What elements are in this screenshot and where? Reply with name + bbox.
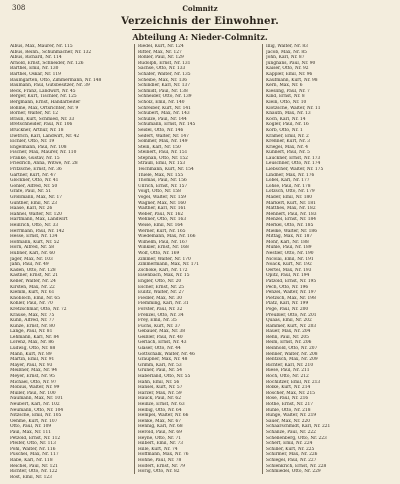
resident-entry: Weber, Paul, Nr. 162 [138, 211, 184, 217]
resident-entry: Zimmermann, Max, Nr. 171 [138, 262, 200, 268]
resident-entry: Junghans, Paul, Nr. 90 [266, 60, 316, 66]
resident-entry: Runge, Walter, Nr. 219 [266, 413, 317, 419]
resident-entry: Meyer, Ernst, Nr. 95 [10, 374, 55, 380]
resident-entry: Rochlitzer, Emil, Nr. 213 [266, 379, 321, 385]
resident-column-2 [138, 44, 262, 475]
resident-entry: Gläser, Otto, Nr. 44 [138, 346, 181, 352]
resident-entry: Kaiser, Otto, Nr. 92 [266, 66, 309, 72]
resident-entry: Hempel, Walter, Nr. 66 [138, 413, 189, 419]
resident-entry: Nicolai, Emil, Nr. 191 [266, 256, 314, 262]
resident-entry: Pohl, Walter, Nr. 116 [10, 446, 56, 452]
resident-entry: Otto, Paul, Nr. 109 [10, 424, 52, 430]
resident-entry: Matthes, Max, Nr. 182 [266, 206, 316, 212]
resident-entry: Neubert, Karl, Nr. 102 [10, 402, 60, 407]
resident-entry: Preußler, Otto, Nr. 201 [266, 312, 317, 318]
resident-entry: Dietrich, Karl, Landwirt, Nr. 42 [10, 133, 80, 139]
resident-entry: Ritter, Max, Nr. 127 [138, 49, 182, 55]
resident-entry: Seifert, Walter, Nr. 147 [138, 133, 189, 139]
resident-entry: Rammer, Kurt, Nr. 203 [266, 323, 317, 329]
resident-entry: Kind, Ernst, Nr. 8 [266, 94, 305, 100]
resident-entry: Mittag, Max, Nr. 187 [266, 234, 313, 240]
resident-entry: Engler, Otto, Nr. 20 [138, 278, 182, 284]
resident-entry: Böhme, Max, Ortsrichter, Nr. 9 [10, 105, 79, 111]
resident-entry: Förster, Paul, Nr. 32 [138, 306, 183, 312]
resident-entry: Fritzsche, Ernst, Nr. 36 [10, 167, 62, 173]
resident-entry: Hübner, Karl, Nr. 60 [10, 250, 55, 256]
resident-column-1 [10, 44, 134, 480]
resident-entry: Kästner, Ernst, Nr. 21 [10, 273, 59, 279]
resident-entry: Riese, Paul, Nr. 211 [266, 368, 310, 374]
resident-entry: Kretzschmar, Otto, Nr. 72 [10, 306, 67, 312]
resident-entry: Knobloch, Emil, Nr. 65 [10, 295, 60, 301]
resident-entry: Rothe, Ernst, Nr. 217 [266, 402, 313, 407]
resident-entry: Gebauer, Max, Nr. 38 [138, 329, 186, 335]
resident-entry: Flemming, Karl, Nr. 31 [138, 301, 189, 307]
resident-entry: Schreiber, Kurt, Nr. 141 [138, 105, 191, 111]
resident-entry: Penzel, Walter, Nr. 197 [266, 290, 317, 296]
page-title: Verzeichnis der Einwohner. [121, 16, 279, 27]
resident-entry: Schmiedel, Otto, Nr. 229 [266, 469, 321, 475]
resident-entry: Koch, Karl, Nr. 14 [266, 116, 306, 122]
resident-entry: Winkler, Ernst, Nr. 168 [138, 245, 189, 251]
resident-entry: Schiller, Kurt, Nr. 225 [266, 446, 315, 452]
resident-entry: Kappler, Emil, Nr. 96 [266, 71, 313, 77]
resident-entry: Zschoke, Karl, Nr. 172 [138, 267, 188, 273]
resident-entry: Zimmer, Walter, Nr. 170 [138, 256, 191, 262]
resident-entry: Mielke, Walter, Nr. 186 [266, 228, 317, 234]
resident-entry: Lindner, Max, Nr. 176 [266, 172, 315, 178]
resident-entry: Jahn, Paul, Nr. 49 [10, 262, 49, 268]
resident-entry: John, Karl, Nr. 87 [266, 55, 305, 61]
resident-entry: Haberland, Otto, Nr. 55 [138, 374, 191, 380]
resident-entry: Hahn, Emil, Nr. 56 [138, 379, 180, 385]
column-divider [262, 44, 263, 474]
resident-entry: Eisenbach, Max, Nr. 15 [138, 273, 190, 279]
resident-entry: Nestler, Otto, Nr. 190 [266, 250, 314, 256]
resident-entry: Sachse, Otto, Nr. 133 [138, 66, 186, 72]
resident-entry: Schäfer, Walter, Nr. 135 [138, 71, 191, 77]
resident-entry: Franke, Gustav, Nr. 15 [10, 155, 60, 161]
column-divider [134, 44, 135, 474]
resident-entry: Baumgarten, Otto, Zimmermann, Nr. 148 [10, 77, 102, 83]
resident-entry: Großmann, Max, Nr. 17 [10, 195, 63, 201]
resident-entry: Fiedler, Max, Nr. 30 [138, 295, 183, 301]
resident-entry: Leuschner, Otto, Nr. 174 [266, 161, 321, 167]
resident-entry: Sauer, Max, Nr. 220 [266, 418, 310, 424]
resident-entry: Richter, Karl, Nr. 210 [266, 362, 314, 368]
resident-entry: Scheibe, Max, Nr. 136 [138, 77, 187, 83]
resident-entry: Strauß, Emil, Nr. 153 [138, 161, 186, 167]
resident-entry: Helbig, Otto, Nr. 64 [138, 407, 182, 413]
resident-entry: Hauck, Paul, Nr. 62 [138, 396, 181, 402]
resident-entry: Petzold, Ernst, Nr. 112 [10, 435, 61, 441]
resident-entry: Scherf, Emil, Nr. 224 [266, 441, 313, 447]
resident-entry: Kramer, Emil, Nr. 2 [266, 133, 309, 139]
resident-entry: Göhler, Alfred, Nr. 50 [10, 183, 58, 189]
resident-entry: Ullrich, Ernst, Nr. 157 [138, 183, 188, 189]
resident-entry: Richter, Otto, Nr. 122 [10, 469, 58, 475]
resident-entry: Riedel, Kurt, Nr. 124 [138, 44, 184, 49]
resident-entry: Schindler, Karl, Nr. 137 [138, 83, 191, 89]
resident-entry: Hörig, Otto, Nr. 82 [138, 469, 180, 475]
resident-entry: Gärtner, Kurt, Nr. 47 [10, 172, 56, 178]
section-subtitle: Abteilung A: Nieder-Colmnitz. [132, 32, 268, 42]
resident-entry: Harzer, Max, Nr. 59 [138, 390, 182, 396]
resident-entry: Quaas, Emil, Nr. 202 [266, 318, 312, 324]
resident-entry: Graupner, Max, Nr. 48 [138, 357, 188, 363]
resident-entry: Stein, Karl, Nr. 150 [138, 144, 181, 150]
resident-entry: Heinrich, Otto, Nr. 33 [10, 223, 59, 228]
resident-entry: Hänsel, Kurt, Nr. 57 [138, 385, 183, 391]
resident-entry: Reim, Ernst, Nr. 206 [266, 340, 312, 346]
resident-entry: Hähnel, Walter, Nr. 120 [10, 211, 62, 217]
resident-entry: Walther, Karl, Nr. 161 [138, 206, 187, 212]
resident-entry: Jäger, Max, Nr. 103 [10, 256, 53, 262]
resident-entry: Hesse, Ernst, Nr. 134 [10, 234, 58, 240]
resident-entry: Frenzel, Otto, Nr. 34 [138, 312, 184, 318]
resident-entry: Rauer, Max, Nr. 204 [266, 329, 311, 335]
resident-entry: Kiesling, Paul, Nr. 7 [266, 88, 310, 94]
resident-entry: Albus, Richard, Nr. 114 [10, 55, 62, 61]
resident-entry: Schirmer, Max, Nr. 226 [266, 452, 318, 458]
resident-entry: Meißner, Max, Nr. 94 [10, 368, 57, 374]
resident-entry: Lorenz, Max, Nr. 86 [10, 340, 54, 346]
resident-entry: Schlenkrich, Ernst, Nr. 228 [266, 463, 327, 469]
resident-entry: Bergmann, Ernst, Handarbeiter [10, 99, 81, 105]
resident-entry: Albus, Max, Maurer, Nr. 115 [10, 44, 73, 49]
resident-entry: Gerlach, Ernst, Nr. 43 [138, 340, 187, 346]
resident-entry: Jacob, Max, Nr. 85 [266, 49, 307, 55]
resident-entry: Möbius, Walter, Nr. 99 [10, 385, 60, 391]
resident-entry: Voigt, Otto, Nr. 158 [138, 189, 181, 195]
resident-entry: Rudolph, Ernst, Nr. 131 [138, 60, 191, 66]
resident-entry: Pietzsch, Max, Nr. 198 [266, 295, 316, 301]
resident-entry: Hilbert, Emil, Nr. 73 [138, 441, 184, 447]
resident-entry: Beck, Franz, Landwirt, Nr. 45 [10, 88, 76, 94]
resident-entry: Lehmann, Karl, Nr. 84 [10, 334, 60, 340]
resident-entry: Pech, Otto, Nr. 196 [266, 284, 309, 290]
resident-entry: Kuhnert, Paul, Nr. 5 [266, 150, 310, 156]
resident-entry: Hennig, Karl, Nr. 68 [138, 424, 183, 430]
resident-entry: Gruner, Paul, Nr. 54 [138, 368, 183, 374]
resident-entry: Noack, Kurt, Nr. 192 [266, 262, 312, 268]
resident-entry: Illig, Walter, Nr. 83 [266, 44, 308, 49]
resident-entry: Schubert, Max, Nr. 143 [138, 111, 190, 117]
resident-entry: Mann, Kurt, Nr. 89 [10, 351, 52, 357]
resident-entry: Gottschalk, Walter, Nr. 46 [138, 351, 195, 357]
resident-entry: Knauth, Max, Nr. 13 [266, 111, 311, 117]
resident-entry: Teichmann, Kurt, Nr. 154 [138, 167, 194, 173]
resident-entry: Herold, Paul, Nr. 69 [138, 429, 182, 435]
resident-entry: Wagner, Max, Nr. 160 [138, 200, 186, 206]
resident-entry: Liebscher, Walter, Nr. 175 [266, 167, 324, 173]
resident-entry: Fuchs, Kurt, Nr. 37 [138, 323, 181, 329]
resident-entry: Schumann, Ernst, Nr. 145 [138, 122, 196, 128]
resident-entry: Steinert, Paul, Nr. 151 [138, 150, 188, 156]
resident-entry: Rost, Emil, Nr. 123 [10, 474, 52, 480]
running-title: Colmnitz [182, 4, 218, 13]
resident-entry: Glöckner, Otto, Nr. 41 [10, 178, 59, 184]
resident-entry: Paul, Max, Nr. 111 [10, 429, 51, 435]
resident-entry: Kunze, Ernst, Nr. 80 [10, 323, 55, 329]
resident-entry: Reichel, Paul, Nr. 121 [10, 463, 58, 469]
resident-entry: Opitz, Paul, Nr. 194 [266, 273, 310, 279]
resident-entry: Reinhold, Otto, Nr. 207 [266, 346, 318, 352]
resident-entry: Kreßner, Kurt, Nr. 3 [266, 139, 310, 145]
resident-entry: Schulze, Paul, Nr. 144 [138, 116, 187, 122]
resident-entry: Höhne, Paul, Nr. 78 [138, 457, 182, 463]
resident-entry: Pätzold, Ernst, Nr. 195 [266, 278, 317, 284]
resident-entry: Röscher, Max, Nr. 215 [266, 390, 315, 396]
resident-entry: Korb, Otto, Nr. 1 [266, 127, 303, 133]
resident-entry: Mühle, Paul, Nr. 189 [266, 245, 312, 251]
resident-entry: Rößler, Paul, Nr. 129 [138, 55, 184, 61]
resident-entry: Merkel, Otto, Nr. 185 [266, 223, 314, 228]
resident-entry: Brückner, Arthur, Nr. 18 [10, 127, 64, 133]
resident-entry: Werner, Kurt, Nr. 165 [138, 228, 186, 234]
resident-entry: Löbel, Karl, Nr. 177 [266, 178, 310, 184]
resident-entry: Keller, Walter, Nr. 24 [10, 278, 56, 284]
resident-entry: Hoffmann, Max, Nr. 76 [138, 452, 189, 458]
resident-entry: Berger, Kurt, Tischler, Nr. 125 [10, 94, 77, 100]
resident-entry: Krause, Max, Nr. 75 [10, 312, 55, 318]
resident-entry: Eulitz, Walter, Nr. 27 [138, 290, 184, 296]
resident-entry: Renner, Walter, Nr. 208 [266, 351, 318, 357]
resident-entry: Kaufmann, Kurt, Nr. 98 [266, 77, 318, 83]
resident-entry: Sommer, Max, Nr. 149 [138, 139, 188, 145]
resident-entry: Klemm, Kurt, Nr. 61 [10, 290, 55, 296]
resident-entry: Lauckner, Ernst, Nr. 173 [266, 155, 321, 161]
resident-entry: Schanze, Paul, Nr. 222 [266, 429, 316, 435]
resident-entry: Nitzsche, Emil, Nr. 105 [10, 413, 62, 419]
resident-entry: Schneider, Otto, Nr. 139 [138, 94, 192, 100]
resident-entry: Kühn, Alfred, Nr. 77 [10, 318, 55, 324]
resident-entry: Barthel, Emil, Nr. 130 [10, 66, 59, 72]
resident-entry: Albus, Reinh., Schuhmacher, Nr. 132 [10, 49, 92, 55]
resident-entry: Lötzsch, Otto, Nr. 179 [266, 189, 315, 195]
resident-entry: Horn, Alfred, Nr. 58 [10, 245, 55, 251]
resident-entry: Baumann, Paul, Gutsbesitzer, Nr. 39 [10, 83, 90, 89]
resident-entry: Schellenberg, Otto, Nr. 223 [266, 435, 327, 441]
resident-entry: Markert, Kurt, Nr. 181 [266, 200, 316, 206]
resident-entry: Friedrich, Anna, Witwe, Nr. 28 [10, 161, 78, 167]
resident-entry: Weise, Emil, Nr. 164 [138, 223, 183, 228]
resident-entry: Grimm, Karl, Nr. 53 [138, 362, 182, 368]
resident-entry: Rose, Paul, Nr. 216 [266, 396, 309, 402]
resident-entry: Scholz, Emil, Nr. 140 [138, 99, 185, 105]
resident-entry: Börner, Walter, Nr. 12 [10, 111, 59, 117]
resident-entry: Hartmann, Max, Landwirt [10, 217, 68, 223]
resident-entry: Heyne, Otto, Nr. 71 [138, 435, 182, 441]
resident-entry: Lange, Paul, Nr. 81 [10, 329, 53, 335]
resident-entry: Herrmann, Paul, Nr. 142 [10, 228, 65, 234]
resident-entry: Wolf, Otto, Nr. 169 [138, 250, 180, 256]
resident-entry: Holfert, Ernst, Nr. 79 [138, 463, 186, 469]
resident-entry: Kaden, Otto, Nr. 128 [10, 267, 56, 273]
resident-entry: Engelmann, Paul, Nr. 108 [10, 144, 67, 150]
resident-entry: Vogel, Walter, Nr. 159 [138, 195, 187, 201]
resident-entry: Thomas, Paul, Nr. 156 [138, 178, 187, 184]
resident-entry: Hille, Kurt, Nr. 74 [138, 446, 178, 452]
resident-entry: Pöge, Paul, Nr. 200 [266, 306, 309, 312]
resident-entry: Kriegel, Max, Nr. 4 [266, 144, 308, 150]
resident-entry: Müller, Paul, Nr. 100 [10, 390, 56, 396]
resident-entry: Frey, Emil, Nr. 35 [138, 318, 177, 324]
resident-entry: Köhler, Paul, Nr. 70 [10, 301, 53, 307]
resident-entry: Barthel, Oskar, Nr. 119 [10, 71, 61, 77]
resident-entry: Roch, Otto, Nr. 212 [266, 374, 309, 380]
resident-entry: Klotzsche, Walter, Nr. 11 [266, 105, 321, 111]
resident-entry: Mäder, Emil, Nr. 180 [266, 195, 313, 201]
resident-entry: Escher, Ernst, Nr. 25 [138, 284, 185, 290]
resident-entry: Rabe, Karl, Nr. 118 [10, 457, 53, 463]
resident-entry: Rölke, Kurt, Nr. 214 [266, 385, 311, 391]
resident-entry: Henke, Max, Nr. 67 [138, 418, 182, 424]
resident-entry: Bretschneider, Paul, Nr. 106 [10, 122, 73, 128]
resident-entry: Püschel, Max, Nr. 117 [10, 452, 59, 458]
resident-entry: Kögler, Paul, Nr. 16 [266, 122, 309, 128]
resident-entry: Ludwig, Otto, Nr. 88 [10, 346, 56, 352]
resident-entry: Lohse, Paul, Nr. 178 [266, 183, 311, 189]
resident-entry: Naumann, Max, Nr. 101 [10, 396, 63, 402]
resident-entry: Oertel, Max, Nr. 193 [266, 267, 312, 273]
page-number: 308 [12, 4, 26, 12]
resident-entry: Klein, Otto, Nr. 10 [266, 99, 307, 105]
resident-entry: Kern, Max, Nr. 6 [266, 83, 303, 89]
resident-entry: Oehme, Kurt, Nr. 107 [10, 418, 58, 424]
resident-entry: Wilhelm, Paul, Nr. 167 [138, 239, 188, 245]
resident-entry: Stephan, Otto, Nr. 152 [138, 155, 188, 161]
resident-entry: Rühle, Otto, Nr. 218 [266, 407, 311, 413]
resident-entry: Platz, Karl, Nr. 199 [266, 301, 309, 307]
resident-entry: Schmidt, Paul, Nr. 138 [138, 88, 188, 94]
resident-entry: Neumann, Otto, Nr. 104 [10, 407, 64, 413]
resident-entry: Mehnert, Paul, Nr. 183 [266, 211, 317, 217]
resident-column-3 [266, 44, 390, 475]
resident-entry: Martin, Emil, Nr. 91 [10, 357, 55, 363]
resident-entry: Menzel, Ernst, Nr. 184 [266, 217, 317, 223]
resident-entry: Wiedemann, Max, Nr. 166 [138, 234, 196, 240]
resident-entry: Mohr, Karl, Nr. 188 [266, 239, 309, 245]
resident-entry: Geißler, Paul, Nr. 40 [138, 334, 183, 340]
resident-entry: Pfeifer, Otto, Nr. 113 [10, 441, 56, 447]
resident-entry: Rehn, Paul, Nr. 205 [266, 334, 309, 340]
resident-entry: Hofmann, Kurt, Nr. 52 [10, 239, 60, 245]
resident-entry: Haase, Karl, Nr. 26 [10, 206, 53, 212]
resident-entry: Seidel, Otto, Nr. 146 [138, 127, 184, 133]
resident-entry: Fischer, Max, Maurer, Nr. 110 [10, 150, 77, 156]
resident-entry: Schlegel, Paul, Nr. 227 [266, 457, 317, 463]
resident-entry: Eichler, Otto, Nr. 19 [10, 139, 55, 145]
resident-entry: Michael, Otto, Nr. 97 [10, 379, 57, 385]
resident-entry: Arnold, Ernst, Schneider, Nr. 126 [10, 60, 84, 66]
resident-entry: Kirsten, Max, Nr. 22 [10, 284, 55, 290]
resident-entry: Rentzsch, Max, Nr. 209 [266, 357, 318, 363]
resident-entry: Heinze, Ernst, Nr. 63 [138, 402, 185, 407]
title-rule [132, 29, 268, 30]
resident-entry: Thiele, Max, Nr. 155 [138, 172, 184, 178]
resident-entry: Schaarschmidt, Karl, Nr. 221 [266, 424, 331, 430]
resident-entry: Braun, Kurt, Schmied, Nr. 33 [10, 116, 75, 122]
resident-entry: Wehner, Otto, Nr. 163 [138, 217, 187, 223]
resident-entry: Günther, Emil, Nr. 23 [10, 200, 58, 206]
resident-entry: Grafe, Paul, Nr. 51 [10, 189, 52, 195]
resident-entry: Mayer, Paul, Nr. 93 [10, 362, 53, 368]
